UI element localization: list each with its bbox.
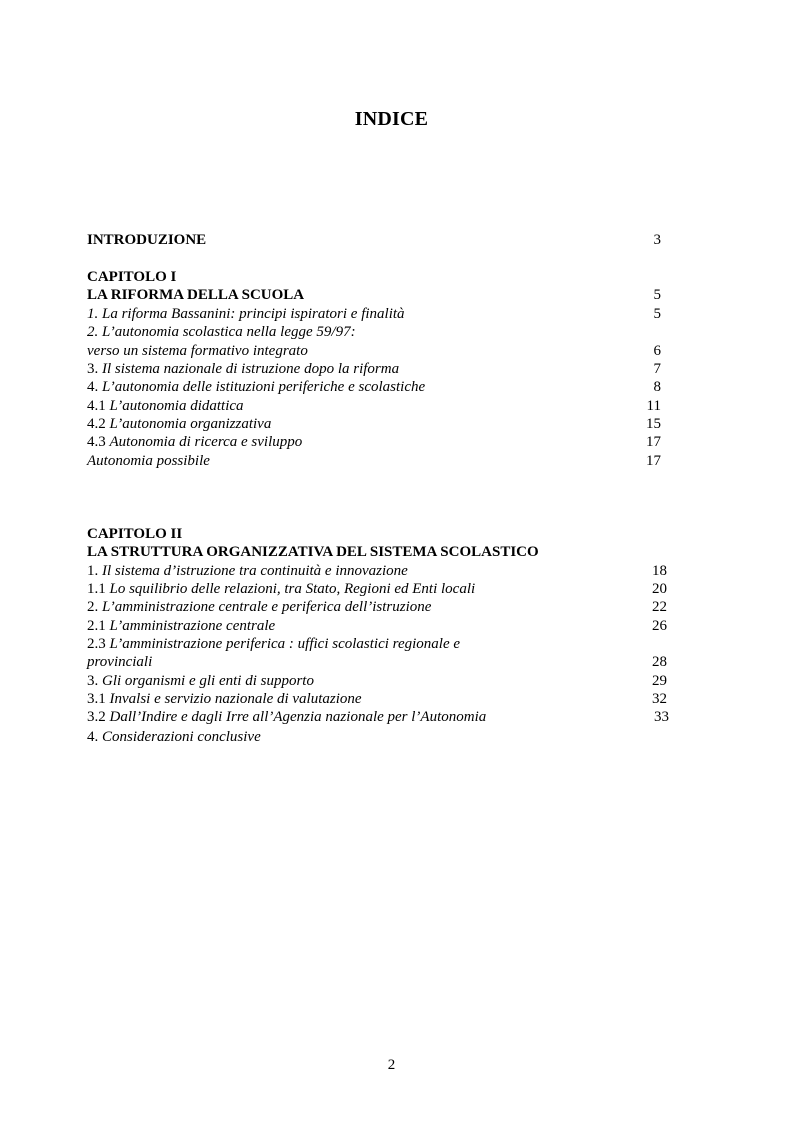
toc-entry-page: 32 xyxy=(652,691,667,707)
toc-entry-page: 7 xyxy=(653,361,661,377)
toc-entry: 3. Il sistema nazionale di istruzione dopo la riforma xyxy=(87,361,400,377)
toc-entry: 4. Considerazioni conclusive xyxy=(87,729,261,745)
toc-entry: 2. L’amministrazione centrale e periferica dell’istruzione xyxy=(87,599,432,615)
toc-entry-page: 29 xyxy=(652,673,667,689)
toc-entry-page: 8 xyxy=(653,379,661,395)
toc-entry-page: 22 xyxy=(652,599,667,615)
toc-entry-page: 15 xyxy=(646,416,661,432)
toc-entry: 4.2 L’autonomia organizzativa xyxy=(87,416,272,432)
toc-entry: 2. L’autonomia scolastica nella legge 59/97: xyxy=(87,324,356,340)
chapter-1-title-page: 5 xyxy=(653,287,661,303)
toc-entry: provinciali xyxy=(87,654,153,670)
toc-entry: 3.2 Dall’Indire e dagli Irre all’Agenzia nazionale per l’Autonomia xyxy=(87,709,487,725)
toc-entry-page: 33 xyxy=(654,709,669,725)
toc-entry-page: 20 xyxy=(652,581,667,597)
toc-entry-page: 17 xyxy=(646,453,661,469)
toc-entry: 1.1 Lo squilibrio delle relazioni, tra Stato, Regioni ed Enti locali xyxy=(87,581,476,597)
toc-entry-page: 18 xyxy=(652,563,667,579)
chapter-2-heading: CAPITOLO II xyxy=(87,526,183,542)
toc-entry: 1. Il sistema d’istruzione tra continuità e innovazione xyxy=(87,563,408,579)
chapter-2-title: LA STRUTTURA ORGANIZZATIVA DEL SISTEMA SCOLASTICO xyxy=(87,544,539,560)
chapter-1-heading: CAPITOLO I xyxy=(87,269,177,285)
toc-entry: 2.1 L’amministrazione centrale xyxy=(87,618,276,634)
toc-entry-page: 17 xyxy=(646,434,661,450)
toc-entry-page: 6 xyxy=(653,343,661,359)
toc-entry: 4. L’autonomia delle istituzioni periferiche e scolastiche xyxy=(87,379,426,395)
toc-entry: 1. La riforma Bassanini: principi ispiratori e finalità xyxy=(87,306,405,322)
toc-entry-page: 5 xyxy=(653,306,661,322)
toc-entry: 3. Gli organismi e gli enti di supporto xyxy=(87,673,314,689)
toc-intro-page: 3 xyxy=(653,232,661,248)
toc-entry-page: 11 xyxy=(646,398,661,414)
toc-entry-page: 28 xyxy=(652,654,667,670)
toc-entry: 4.3 Autonomia di ricerca e sviluppo xyxy=(87,434,303,450)
toc-entry: 3.1 Invalsi e servizio nazionale di valutazione xyxy=(87,691,362,707)
chapter-1-title: LA RIFORMA DELLA SCUOLA xyxy=(87,287,305,303)
toc-entry: 2.3 L’amministrazione periferica : uffici scolastici regionale e xyxy=(87,636,461,652)
page-title: INDICE xyxy=(354,108,429,130)
toc-entry-page: 26 xyxy=(652,618,667,634)
toc-intro-label: INTRODUZIONE xyxy=(87,232,207,248)
page-number: 2 xyxy=(387,1057,396,1073)
toc-entry: verso un sistema formativo integrato xyxy=(87,343,308,359)
toc-entry: 4.1 L’autonomia didattica xyxy=(87,398,244,414)
toc-entry: Autonomia possibile xyxy=(87,453,210,469)
